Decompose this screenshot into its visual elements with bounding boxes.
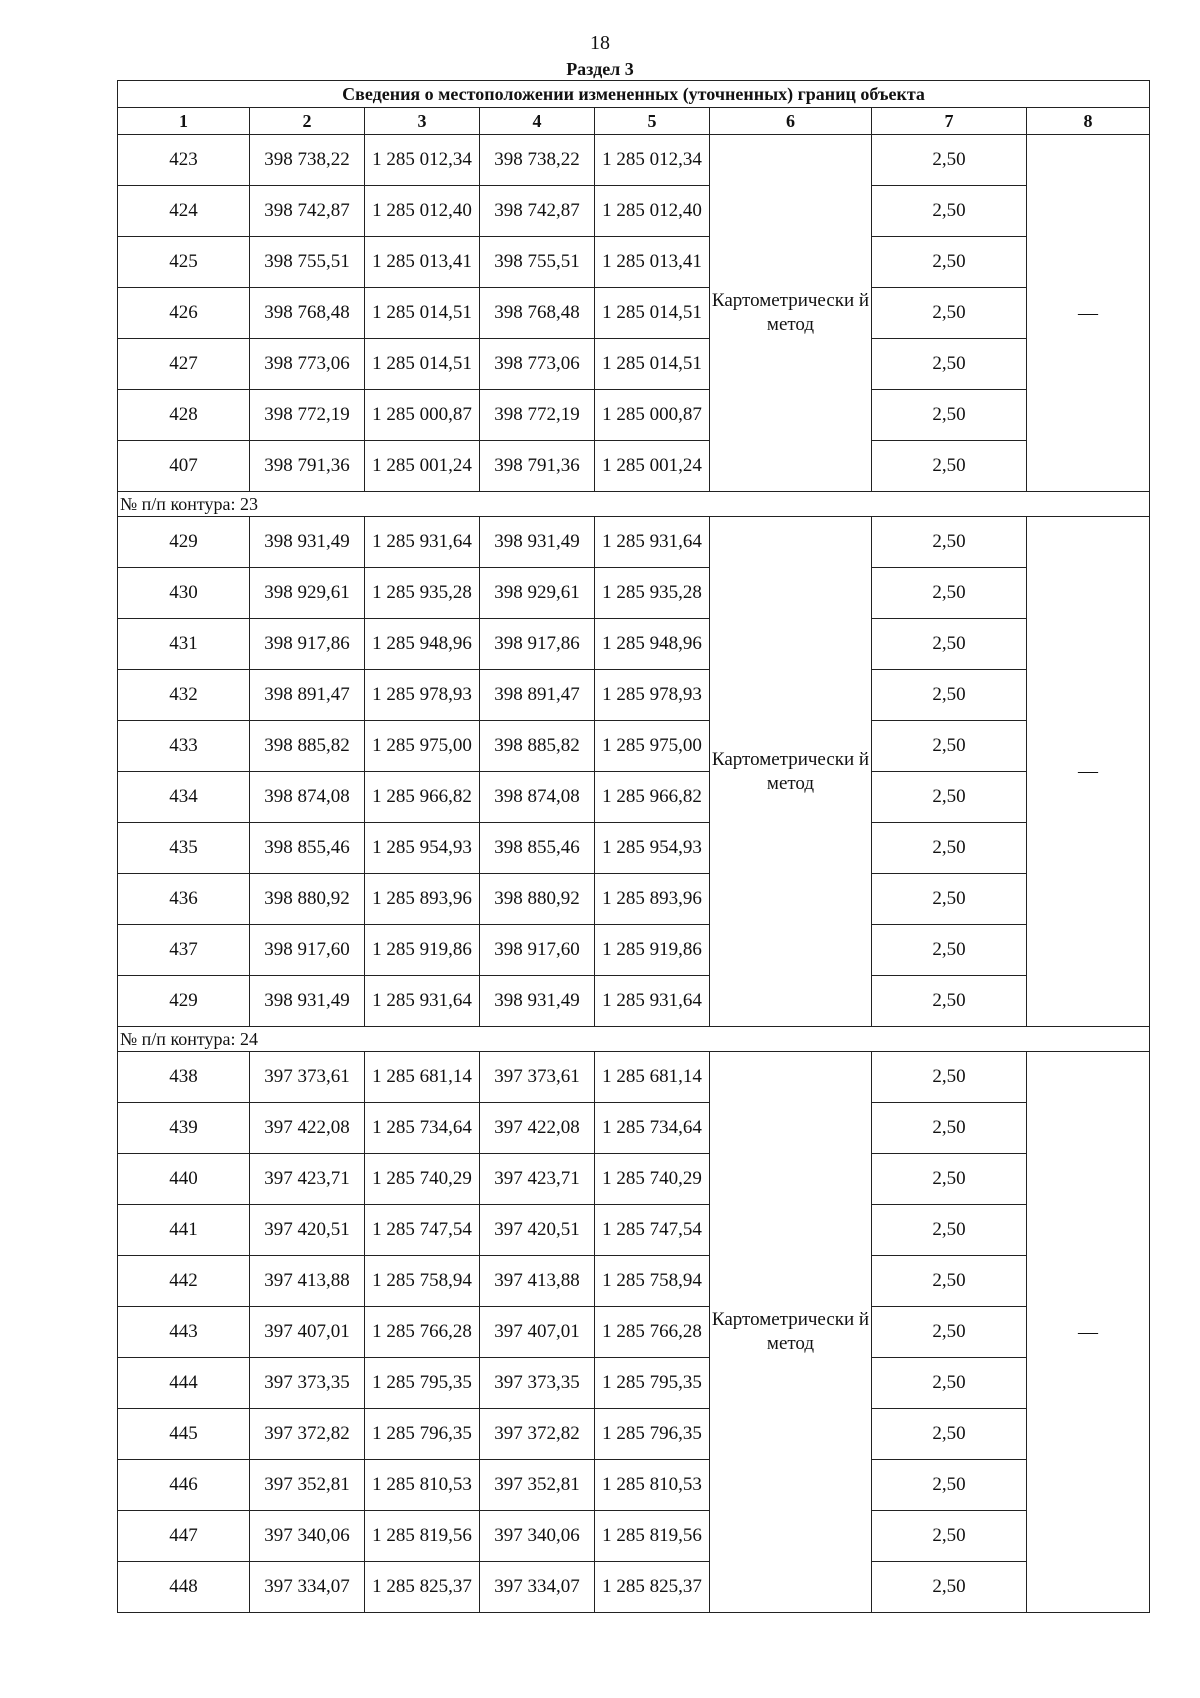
table-row	[118, 186, 1150, 237]
accuracy-cell: 2,50	[872, 721, 1027, 772]
table-row	[118, 441, 1150, 492]
x-old-cell: 398 772,19	[250, 390, 365, 441]
accuracy-cell: 2,50	[872, 1358, 1027, 1409]
point-number-cell: 430	[118, 568, 250, 619]
x-old-cell: 398 738,22	[250, 135, 365, 186]
x-old-cell: 398 791,36	[250, 441, 365, 492]
y-new-cell: 1 285 012,34	[595, 135, 710, 186]
point-number-cell: 447	[118, 1511, 250, 1562]
point-number-cell: 433	[118, 721, 250, 772]
point-number-cell: 431	[118, 619, 250, 670]
point-number-cell: 442	[118, 1256, 250, 1307]
x-new-cell: 398 738,22	[480, 135, 595, 186]
y-new-cell: 1 285 966,82	[595, 772, 710, 823]
contour-header-row	[118, 492, 1150, 517]
x-new-cell: 397 422,08	[480, 1103, 595, 1154]
x-new-cell: 397 373,35	[480, 1358, 595, 1409]
y-old-cell: 1 285 819,56	[365, 1511, 480, 1562]
method-cell: Картометрически й метод	[710, 1052, 872, 1613]
x-old-cell: 398 891,47	[250, 670, 365, 721]
x-new-cell: 398 791,36	[480, 441, 595, 492]
table-row	[118, 619, 1150, 670]
x-new-cell: 398 931,49	[480, 517, 595, 568]
y-new-cell: 1 285 734,64	[595, 1103, 710, 1154]
y-new-cell: 1 285 893,96	[595, 874, 710, 925]
accuracy-cell: 2,50	[872, 874, 1027, 925]
x-old-cell: 398 773,06	[250, 339, 365, 390]
x-new-cell: 398 742,87	[480, 186, 595, 237]
point-number-cell: 445	[118, 1409, 250, 1460]
point-number-cell: 435	[118, 823, 250, 874]
y-new-cell: 1 285 001,24	[595, 441, 710, 492]
accuracy-cell: 2,50	[872, 1205, 1027, 1256]
point-number-cell: 432	[118, 670, 250, 721]
y-new-cell: 1 285 954,93	[595, 823, 710, 874]
column-number: 7	[872, 108, 1027, 135]
x-old-cell: 397 352,81	[250, 1460, 365, 1511]
contour-header	[118, 1027, 1150, 1052]
table-row	[118, 1358, 1150, 1409]
table-row	[118, 1052, 1150, 1103]
x-new-cell: 397 352,81	[480, 1460, 595, 1511]
y-old-cell: 1 285 948,96	[365, 619, 480, 670]
table-row	[118, 1205, 1150, 1256]
table-row	[118, 517, 1150, 568]
y-old-cell: 1 285 954,93	[365, 823, 480, 874]
point-number-cell: 444	[118, 1358, 250, 1409]
x-new-cell: 398 874,08	[480, 772, 595, 823]
x-old-cell: 398 880,92	[250, 874, 365, 925]
table-caption: Сведения о местоположении измененных (уточненных) границ объекта	[118, 81, 1150, 108]
accuracy-cell: 2,50	[872, 1409, 1027, 1460]
accuracy-cell: 2,50	[872, 237, 1027, 288]
y-new-cell: 1 285 978,93	[595, 670, 710, 721]
point-number-cell: 441	[118, 1205, 250, 1256]
y-old-cell: 1 285 796,35	[365, 1409, 480, 1460]
note-cell: —	[1027, 135, 1150, 492]
table-caption-row	[118, 81, 1150, 108]
accuracy-cell: 2,50	[872, 390, 1027, 441]
y-new-cell: 1 285 000,87	[595, 390, 710, 441]
accuracy-cell: 2,50	[872, 823, 1027, 874]
y-old-cell: 1 285 978,93	[365, 670, 480, 721]
column-number: 4	[480, 108, 595, 135]
x-new-cell: 398 772,19	[480, 390, 595, 441]
point-number-cell: 428	[118, 390, 250, 441]
x-new-cell: 397 340,06	[480, 1511, 595, 1562]
x-new-cell: 398 885,82	[480, 721, 595, 772]
y-old-cell: 1 285 810,53	[365, 1460, 480, 1511]
x-new-cell: 397 413,88	[480, 1256, 595, 1307]
y-old-cell: 1 285 825,37	[365, 1562, 480, 1613]
table-row	[118, 1562, 1150, 1613]
note-cell: —	[1027, 1052, 1150, 1613]
x-old-cell: 398 874,08	[250, 772, 365, 823]
accuracy-cell: 2,50	[872, 1103, 1027, 1154]
page-number: 18	[590, 32, 610, 54]
note-cell: —	[1027, 517, 1150, 1027]
y-old-cell: 1 285 975,00	[365, 721, 480, 772]
accuracy-cell: 2,50	[872, 186, 1027, 237]
y-new-cell: 1 285 014,51	[595, 288, 710, 339]
accuracy-cell: 2,50	[872, 441, 1027, 492]
x-old-cell: 398 931,49	[250, 976, 365, 1027]
x-old-cell: 397 420,51	[250, 1205, 365, 1256]
y-old-cell: 1 285 681,14	[365, 1052, 480, 1103]
table-row	[118, 339, 1150, 390]
y-new-cell: 1 285 935,28	[595, 568, 710, 619]
x-new-cell: 397 423,71	[480, 1154, 595, 1205]
contour-header	[118, 492, 1150, 517]
x-new-cell: 398 917,60	[480, 925, 595, 976]
point-number-cell: 440	[118, 1154, 250, 1205]
table-row	[118, 874, 1150, 925]
accuracy-cell: 2,50	[872, 1307, 1027, 1358]
column-number: 6	[710, 108, 872, 135]
y-new-cell: 1 285 810,53	[595, 1460, 710, 1511]
x-old-cell: 398 768,48	[250, 288, 365, 339]
y-new-cell: 1 285 740,29	[595, 1154, 710, 1205]
x-new-cell: 398 755,51	[480, 237, 595, 288]
x-old-cell: 398 917,86	[250, 619, 365, 670]
method-cell: Картометрически й метод	[710, 135, 872, 492]
x-old-cell: 397 373,61	[250, 1052, 365, 1103]
y-new-cell: 1 285 825,37	[595, 1562, 710, 1613]
x-new-cell: 397 373,61	[480, 1052, 595, 1103]
x-old-cell: 398 742,87	[250, 186, 365, 237]
point-number-cell: 423	[118, 135, 250, 186]
contour-label: № п/п контура:	[120, 1028, 236, 1049]
x-new-cell: 398 917,86	[480, 619, 595, 670]
point-number-cell: 407	[118, 441, 250, 492]
table-row	[118, 721, 1150, 772]
section-title: Раздел 3	[566, 59, 634, 79]
table-row	[118, 1409, 1150, 1460]
accuracy-cell: 2,50	[872, 772, 1027, 823]
x-old-cell: 397 340,06	[250, 1511, 365, 1562]
x-old-cell: 397 373,35	[250, 1358, 365, 1409]
y-old-cell: 1 285 935,28	[365, 568, 480, 619]
x-old-cell: 398 755,51	[250, 237, 365, 288]
y-old-cell: 1 285 931,64	[365, 976, 480, 1027]
y-old-cell: 1 285 013,41	[365, 237, 480, 288]
x-old-cell: 398 885,82	[250, 721, 365, 772]
method-cell: Картометрически й метод	[710, 517, 872, 1027]
column-number: 2	[250, 108, 365, 135]
table-row	[118, 1511, 1150, 1562]
point-number-cell: 425	[118, 237, 250, 288]
y-old-cell: 1 285 012,40	[365, 186, 480, 237]
table-row	[118, 772, 1150, 823]
accuracy-cell: 2,50	[872, 1562, 1027, 1613]
point-number-cell: 429	[118, 976, 250, 1027]
accuracy-cell: 2,50	[872, 670, 1027, 721]
column-number: 5	[595, 108, 710, 135]
column-number-row	[118, 108, 1150, 135]
y-new-cell: 1 285 931,64	[595, 517, 710, 568]
point-number-cell: 434	[118, 772, 250, 823]
table-row	[118, 1307, 1150, 1358]
y-old-cell: 1 285 893,96	[365, 874, 480, 925]
y-old-cell: 1 285 795,35	[365, 1358, 480, 1409]
x-new-cell: 398 773,06	[480, 339, 595, 390]
y-old-cell: 1 285 001,24	[365, 441, 480, 492]
y-new-cell: 1 285 795,35	[595, 1358, 710, 1409]
x-old-cell: 398 931,49	[250, 517, 365, 568]
table-row	[118, 925, 1150, 976]
y-new-cell: 1 285 758,94	[595, 1256, 710, 1307]
x-old-cell: 398 855,46	[250, 823, 365, 874]
y-new-cell: 1 285 012,40	[595, 186, 710, 237]
accuracy-cell: 2,50	[872, 288, 1027, 339]
point-number-cell: 426	[118, 288, 250, 339]
accuracy-cell: 2,50	[872, 925, 1027, 976]
x-new-cell: 398 880,92	[480, 874, 595, 925]
accuracy-cell: 2,50	[872, 1154, 1027, 1205]
x-new-cell: 397 372,82	[480, 1409, 595, 1460]
x-old-cell: 397 372,82	[250, 1409, 365, 1460]
accuracy-cell: 2,50	[872, 976, 1027, 1027]
table-row	[118, 1256, 1150, 1307]
y-old-cell: 1 285 931,64	[365, 517, 480, 568]
y-new-cell: 1 285 766,28	[595, 1307, 710, 1358]
y-old-cell: 1 285 734,64	[365, 1103, 480, 1154]
accuracy-cell: 2,50	[872, 1052, 1027, 1103]
x-new-cell: 398 768,48	[480, 288, 595, 339]
x-old-cell: 397 334,07	[250, 1562, 365, 1613]
y-old-cell: 1 285 740,29	[365, 1154, 480, 1205]
y-old-cell: 1 285 758,94	[365, 1256, 480, 1307]
point-number-cell: 443	[118, 1307, 250, 1358]
x-new-cell: 398 855,46	[480, 823, 595, 874]
y-new-cell: 1 285 948,96	[595, 619, 710, 670]
x-new-cell: 397 334,07	[480, 1562, 595, 1613]
table-row	[118, 390, 1150, 441]
x-old-cell: 397 413,88	[250, 1256, 365, 1307]
accuracy-cell: 2,50	[872, 135, 1027, 186]
table-row	[118, 237, 1150, 288]
y-new-cell: 1 285 013,41	[595, 237, 710, 288]
column-number: 3	[365, 108, 480, 135]
table-row	[118, 568, 1150, 619]
y-old-cell: 1 285 766,28	[365, 1307, 480, 1358]
table-row	[118, 135, 1150, 186]
x-old-cell: 397 422,08	[250, 1103, 365, 1154]
x-new-cell: 398 929,61	[480, 568, 595, 619]
point-number-cell: 438	[118, 1052, 250, 1103]
point-number-cell: 429	[118, 517, 250, 568]
x-new-cell: 398 891,47	[480, 670, 595, 721]
table-row	[118, 976, 1150, 1027]
accuracy-cell: 2,50	[872, 1511, 1027, 1562]
table-row	[118, 1460, 1150, 1511]
y-new-cell: 1 285 919,86	[595, 925, 710, 976]
y-new-cell: 1 285 975,00	[595, 721, 710, 772]
y-old-cell: 1 285 012,34	[365, 135, 480, 186]
x-new-cell: 397 407,01	[480, 1307, 595, 1358]
y-old-cell: 1 285 014,51	[365, 339, 480, 390]
point-number-cell: 446	[118, 1460, 250, 1511]
point-number-cell: 437	[118, 925, 250, 976]
accuracy-cell: 2,50	[872, 339, 1027, 390]
accuracy-cell: 2,50	[872, 619, 1027, 670]
x-new-cell: 398 931,49	[480, 976, 595, 1027]
point-number-cell: 427	[118, 339, 250, 390]
y-old-cell: 1 285 014,51	[365, 288, 480, 339]
y-new-cell: 1 285 819,56	[595, 1511, 710, 1562]
table-row	[118, 1154, 1150, 1205]
column-number: 8	[1027, 108, 1150, 135]
y-old-cell: 1 285 966,82	[365, 772, 480, 823]
x-old-cell: 398 917,60	[250, 925, 365, 976]
y-new-cell: 1 285 931,64	[595, 976, 710, 1027]
accuracy-cell: 2,50	[872, 1460, 1027, 1511]
accuracy-cell: 2,50	[872, 517, 1027, 568]
column-number: 1	[118, 108, 250, 135]
y-old-cell: 1 285 919,86	[365, 925, 480, 976]
point-number-cell: 436	[118, 874, 250, 925]
accuracy-cell: 2,50	[872, 1256, 1027, 1307]
y-old-cell: 1 285 747,54	[365, 1205, 480, 1256]
x-old-cell: 397 423,71	[250, 1154, 365, 1205]
y-old-cell: 1 285 000,87	[365, 390, 480, 441]
point-number-cell: 439	[118, 1103, 250, 1154]
y-new-cell: 1 285 796,35	[595, 1409, 710, 1460]
point-number-cell: 448	[118, 1562, 250, 1613]
y-new-cell: 1 285 681,14	[595, 1052, 710, 1103]
accuracy-cell: 2,50	[872, 568, 1027, 619]
boundary-table	[117, 80, 1150, 1613]
table-row	[118, 670, 1150, 721]
point-number-cell: 424	[118, 186, 250, 237]
contour-number: 23	[240, 493, 259, 514]
x-old-cell: 398 929,61	[250, 568, 365, 619]
x-new-cell: 397 420,51	[480, 1205, 595, 1256]
contour-label: № п/п контура:	[120, 493, 236, 514]
y-new-cell: 1 285 014,51	[595, 339, 710, 390]
contour-header-row	[118, 1027, 1150, 1052]
table-row	[118, 823, 1150, 874]
contour-number: 24	[240, 1028, 259, 1049]
x-old-cell: 397 407,01	[250, 1307, 365, 1358]
y-new-cell: 1 285 747,54	[595, 1205, 710, 1256]
table-row	[118, 288, 1150, 339]
table-row	[118, 1103, 1150, 1154]
